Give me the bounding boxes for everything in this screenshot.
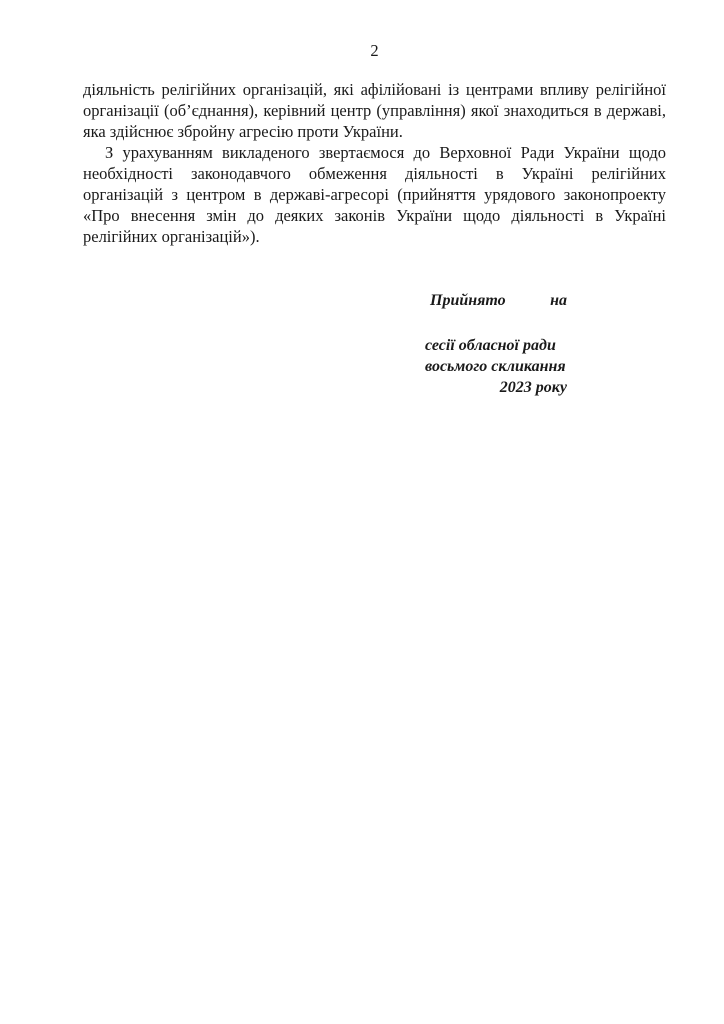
adoption-word-pryiniato: Прийнято: [430, 292, 506, 309]
document-body: [83, 79, 666, 247]
text-line: організації (об’єднання), керівний центр (управління) якої знаходиться в державі,: [83, 101, 666, 120]
text-line: релігійних організацій»).: [83, 227, 260, 246]
text-line: З урахуванням викладеного звертаємося до Верховної Ради України щодо: [105, 143, 666, 162]
adoption-block: [425, 290, 567, 398]
text-line: діяльність релігійних організацій, які афілійовані із центрами впливу релігійної: [83, 80, 666, 99]
paragraph-appeal: [83, 142, 666, 247]
text-line: «Про внесення змін до деяких законів України щодо діяльності в Україні: [83, 206, 666, 225]
text-line: організацій з центром в державі-агресорі (прийняття урядового законопроекту: [83, 185, 666, 204]
adoption-line-year: 2023 року: [499, 379, 567, 396]
page-number: 2: [370, 41, 379, 60]
text-line: необхідності законодавчого обмеження діяльності в Україні релігійних: [83, 164, 666, 183]
adoption-line-2: сесії обласної ради: [425, 337, 556, 354]
paragraph-continuation: [83, 79, 666, 142]
adoption-line-1: [425, 290, 567, 311]
adoption-line-3: восьмого скликання: [425, 358, 566, 375]
text-line: яка здійснює збройну агресію проти України.: [83, 122, 403, 141]
adoption-word-na: на: [550, 292, 567, 309]
